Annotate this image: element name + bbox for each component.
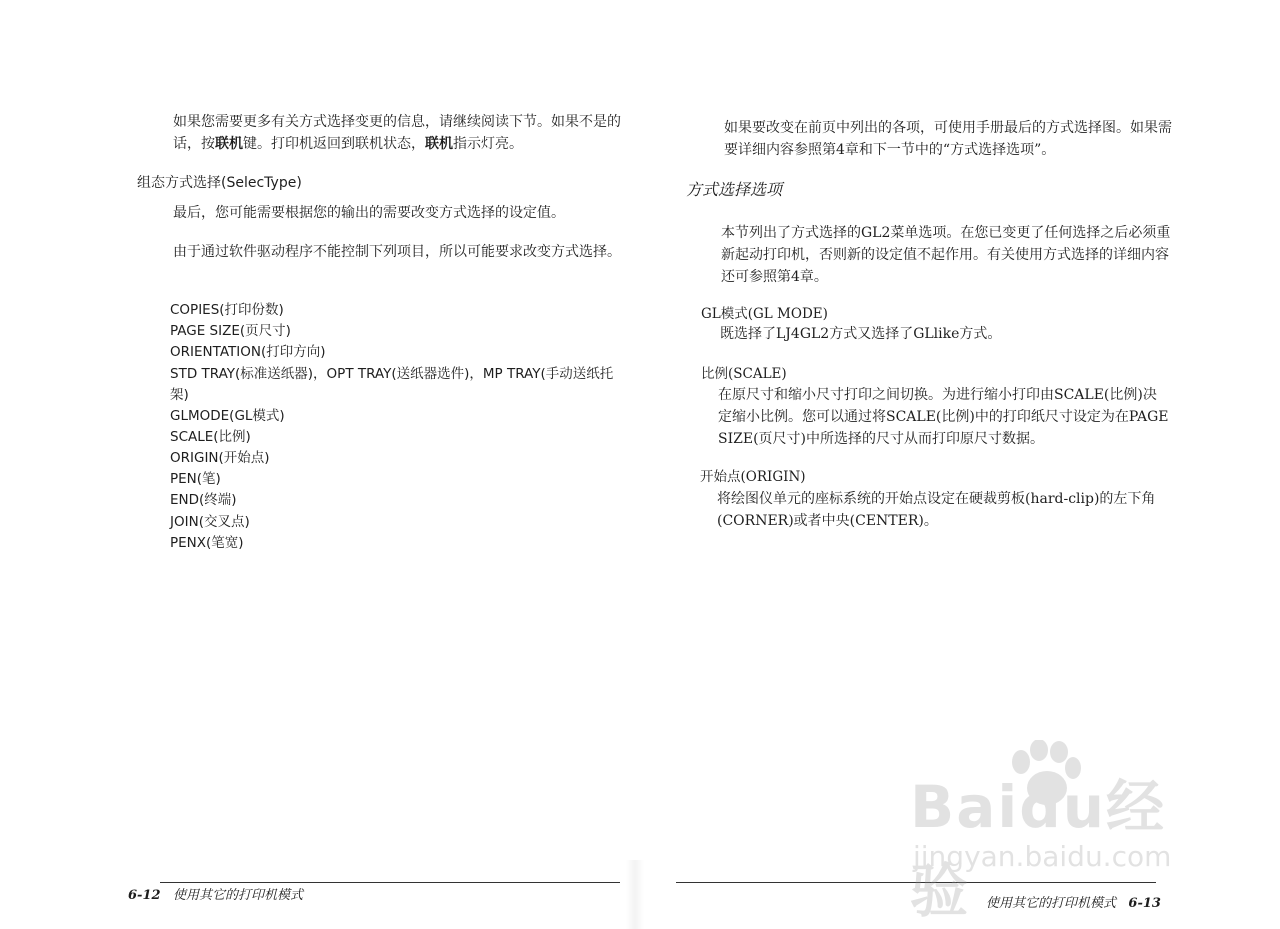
right-intro-paragraph: 如果要改变在前页中列出的各项，可使用手册最后的方式选择图。如果需要详细内容参照第4章和下一节中的“方式选择选项”。 — [724, 120, 1172, 158]
right-footer-title: 使用其它的打印机模式 — [986, 896, 1117, 911]
intro-text-a: 如果您需要更多有关方式选择变更的信息，请继续阅读下节。如果不是的话，按 — [173, 114, 621, 152]
list-item: STD TRAY(标准送纸器)，OPT TRAY(送纸器选件)，MP TRAY(手动送纸托架) — [170, 365, 614, 403]
intro-text-c: 指示灯亮。 — [453, 136, 523, 152]
setting-items-list — [170, 300, 630, 554]
watermark-url: jingyan.baidu.com — [913, 840, 1172, 873]
online-key-label: 联机 — [215, 136, 243, 152]
list-item: END(终端) — [170, 492, 237, 509]
list-item: JOIN(交叉点) — [170, 513, 250, 530]
right-paragraph: 本节列出了方式选择的GL2菜单选项。在您已变更了任何选择之后必须重新起动打印机，否则新的设定值不起作用。有关使用方式选择的详细内容还可参照第4章。 — [721, 225, 1171, 285]
option-text-scale: 在原尺寸和缩小尺寸打印之间切换。为进行缩小打印由SCALE(比例)决定缩小比例。您可以通过将SCALE(比例)中的打印纸尺寸设定为在PAGE SIZE(页尺寸)中所选择的尺寸从而打印原尺寸数据。 — [718, 387, 1169, 447]
left-paragraph-2: 由于通过软件驱动程序不能控制下列项目，所以可能要求改变方式选择。 — [173, 244, 621, 260]
left-footer-title: 使用其它的打印机模式 — [172, 888, 303, 903]
left-page-footer — [128, 884, 303, 903]
option-text-glmode: 既选择了LJ4GL2方式又选择了GLlike方式。 — [720, 326, 1002, 342]
option-title-glmode: GL模式(GL MODE) — [701, 306, 828, 322]
right-page-number: 6-13 — [1128, 896, 1161, 911]
left-intro-paragraph — [173, 111, 628, 155]
selectype-heading: 组态方式选择(SelecType) — [137, 175, 302, 191]
watermark-logo-text: Baidu经验 — [910, 773, 1167, 925]
list-item: COPIES(打印份数) — [170, 302, 284, 318]
left-footer-rule — [160, 882, 620, 883]
list-item: SCALE(比例) — [170, 428, 251, 445]
list-item: GLMODE(GL模式) — [170, 407, 285, 424]
list-item: ORIGIN(开始点) — [170, 449, 270, 466]
intro-text-b: 键。打印机返回到联机状态， — [243, 136, 425, 152]
list-item: ORIENTATION(打印方向) — [170, 344, 326, 361]
list-item: PEN(笔) — [170, 471, 221, 488]
section-title: 方式选择选项 — [686, 180, 783, 199]
list-item: PENX(笔宽) — [170, 534, 244, 551]
list-item: PAGE SIZE(页尺寸) — [170, 323, 291, 340]
option-title-scale: 比例(SCALE) — [701, 366, 787, 382]
left-page-number: 6-12 — [128, 888, 161, 903]
option-title-origin: 开始点(ORIGIN) — [700, 469, 806, 485]
online-light-label: 联机 — [425, 136, 453, 152]
left-paragraph-1: 最后，您可能需要根据您的输出的需要改变方式选择的设定值。 — [173, 205, 565, 221]
option-text-origin: 将绘图仪单元的座标系统的开始点设定在硬裁剪板(hard-clip)的左下角(CORNER)或者中央(CENTER)。 — [717, 491, 1156, 529]
